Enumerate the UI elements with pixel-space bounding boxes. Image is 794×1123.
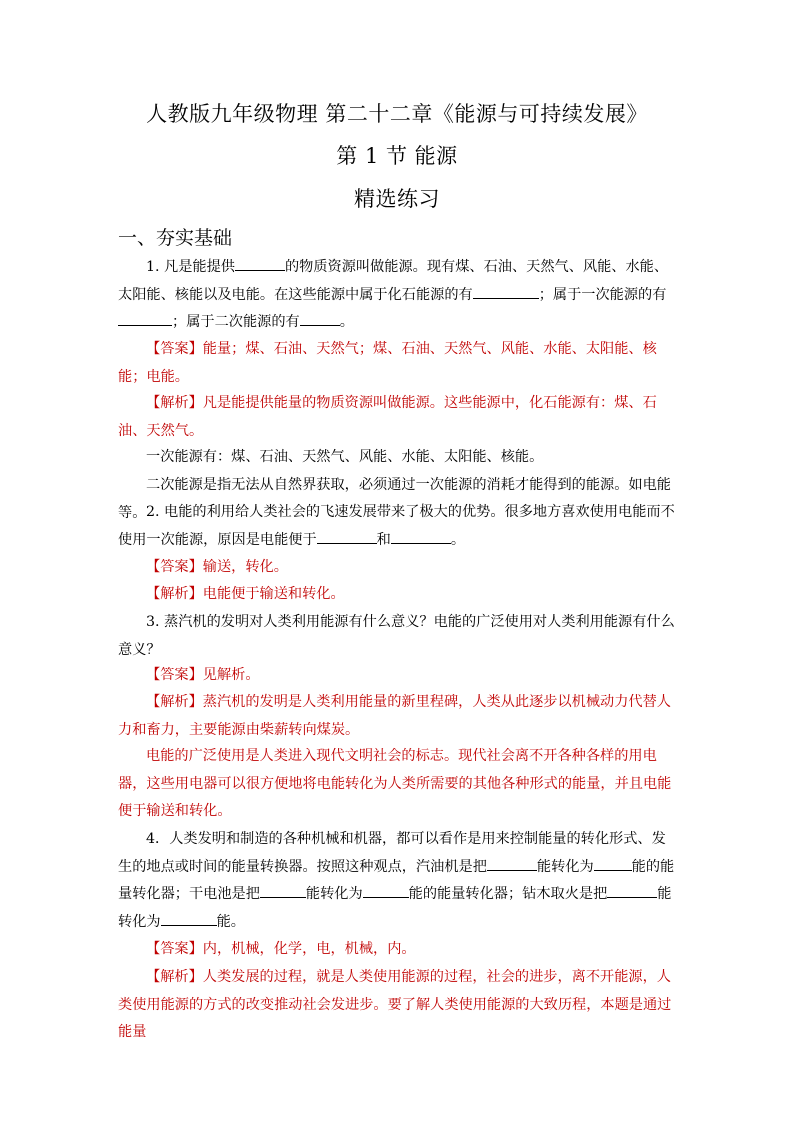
analysis-3-extra: 电能的广泛使用是人类进入现代文明社会的标志。现代社会离不开各种各样的用电器，这些用电器可以很方便地将电能转化为人类所需要的其他各种形式的能量，并且电能便于输送和转化。 [118,748,672,820]
document-title: 人教版九年级物理 第二十二章《能源与可持续发展》 [146,102,648,126]
answer-blank [161,910,217,926]
analysis-1: 【解析】凡是能提供能量的物质资源叫做能源。这些能源中，化石能源有：煤、石油、天然气。 [118,395,657,439]
section-title: 第 1 节 能源 [336,144,458,168]
question-1: 1. 凡是能提供 的物质资源叫做能源。现有煤、石油、天然气、风能、水能、太阳能、核能以及电能。在这些能源中属于化石能源的有 ；属于一次能源的有；属于二次能源的有 。 [118,254,678,337]
answer-blank [300,310,340,326]
answer-3: 【答案】见解析。 [146,667,260,683]
question-3: 3. 蒸汽机的发明对人类利用能源有什么意义？电能的广泛使用对人类利用能源有什么意义？ [118,614,675,658]
answer-blank [487,855,537,871]
answer-4: 【答案】内，机械，化学，电，机械，内。 [146,941,416,957]
analysis-1-extra: 一次能源有：煤、石油、天然气、风能、水能、太阳能、核能。 [146,449,544,465]
answer-blank [473,283,539,299]
answer-blank [363,882,409,898]
subtitle: 精选练习 [354,187,440,211]
section-heading: 一、夯实基础 [118,227,233,249]
answer-1: 【答案】能量；煤、石油、天然气；煤、石油、天然气、风能、水能、太阳能、核能；电能。 [118,341,657,385]
answer-2: 【答案】输送，转化。 [146,559,288,575]
answer-blank [317,528,377,544]
answer-blank [391,528,451,544]
analysis-1-extra: 二次能源是指无法从自然界获取，必须通过一次能源的消耗才能得到的能源。如电能等。 [118,477,671,521]
analysis-4: 【解析】人类发展的过程，就是人类使用能源的过程，社会的进步，离不开能源，人类使用能源的方式的改变推动社会发进步。要了解人类使用能源的大致历程，本题是通过能量 [118,969,672,1041]
question-4: 4．人类发明和制造的各种机械和机器，都可以看作是用来控制能量的转化形式、发生的地点或时间的能量转换器。按照这种观点，汽油机是把 能转化为 能的能量转化器；干电池是把 能转化为 能的能量转化器；钻木取火是把 能转化为 能。 [118,831,675,931]
answer-blank [235,255,285,271]
answer-blank [607,882,657,898]
question-2: 2. 电能的利用给人类社会的飞速发展带来了极大的优势。很多地方喜欢使用电能而不使用一次能源，原因是电能便于 和 。 [118,504,675,548]
answer-blank [118,310,172,326]
answer-blank [260,882,306,898]
answer-blank [594,855,632,871]
analysis-2: 【解析】电能便于输送和转化。 [146,586,345,602]
analysis-3: 【解析】蒸汽机的发明是人类利用能量的新里程碑，人类从此逐步以机械动力代替人力和畜力，主要能源由柴薪转向煤炭。 [118,694,671,738]
